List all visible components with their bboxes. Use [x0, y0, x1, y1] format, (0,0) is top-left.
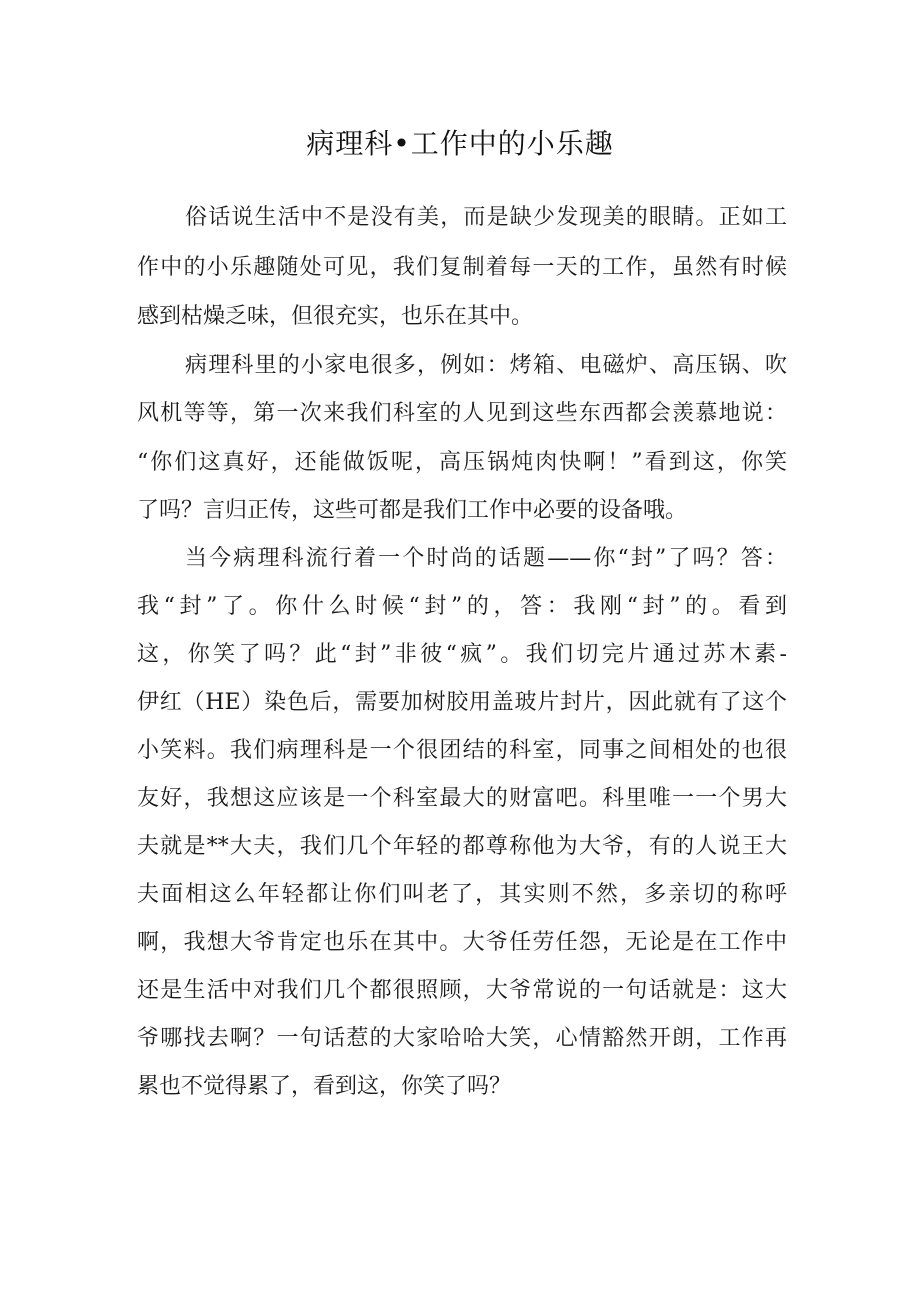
paragraph-3-line-6: 友好，我想这应该是一个科室最大的财富吧。科里唯一一个男大 — [137, 786, 787, 811]
paragraph-3-line-8: 夫面相这么年轻都让你们叫老了，其实则不然，多亲切的称呼 — [137, 882, 787, 907]
document-title: 病理科•工作中的小乐趣 — [306, 127, 614, 160]
paragraph-3-line-10: 还是生活中对我们几个都很照顾，大爷常说的一句话就是：这大 — [137, 978, 787, 1003]
paragraph-2-line-4: 了吗？言归正传，这些可都是我们工作中必要的设备哦。 — [137, 498, 688, 523]
paragraph-1-line-2: 作中的小乐趣随处可见，我们复制着每一天的工作，虽然有时候 — [137, 255, 787, 280]
paragraph-1-line-1: 俗话说生活中不是没有美，而是缺少发现美的眼睛。正如工 — [185, 205, 787, 230]
paragraph-3-line-4: 伊红（HE）染色后，需要加树胶用盖玻片封片，因此就有了这个 — [137, 690, 787, 715]
paragraph-3-line-7: 夫就是**大夫，我们几个年轻的都尊称他为大爷，有的人说王大 — [137, 834, 787, 859]
paragraph-3-line-5: 小笑料。我们病理科是一个很团结的科室，同事之间相处的也很 — [137, 738, 787, 763]
paragraph-3-line-9: 啊，我想大爷肯定也乐在其中。大爷任劳任怨，无论是在工作中 — [137, 930, 787, 955]
paragraph-2-line-2: 风机等等，第一次来我们科室的人见到这些东西都会羡慕地说： — [137, 401, 787, 426]
paragraph-2-line-1: 病理科里的小家电很多，例如：烤箱、电磁炉、高压锅、吹 — [185, 353, 787, 378]
paragraph-3-line-11: 爷哪找去啊？一句话惹的大家哈哈大笑，心情豁然开朗，工作再 — [137, 1026, 787, 1051]
paragraph-1-line-3: 感到枯燥乏味，但很充实，也乐在其中。 — [137, 304, 534, 329]
paragraph-2-line-3: “你们这真好，还能做饭呢，高压锅炖肉快啊！”看到这，你笑 — [137, 450, 787, 475]
paragraph-3-line-3: 这，你笑了吗？此“封”非彼“疯”。我们切完片通过苏木素- — [137, 642, 787, 667]
paragraph-3-line-2: 我“封”了。你什么时候“封”的，答：我刚“封”的。看到 — [137, 594, 787, 619]
paragraph-3-line-12: 累也不觉得累了，看到这，你笑了吗？ — [137, 1074, 512, 1099]
paragraph-3-line-1: 当今病理科流行着一个时尚的话题——你“封”了吗？答： — [185, 546, 787, 571]
